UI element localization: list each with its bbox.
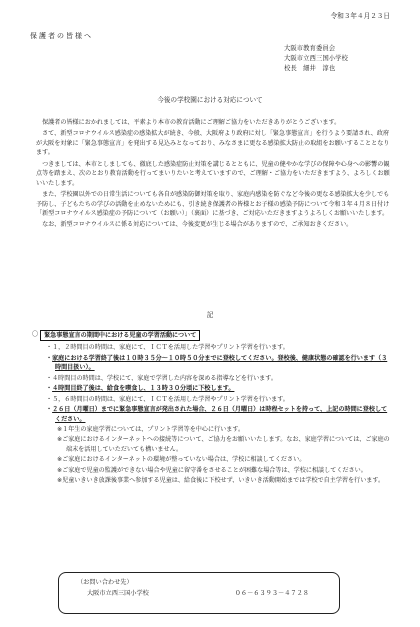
notes-list	[46, 425, 390, 486]
section-heading	[32, 330, 390, 343]
sender-block	[284, 44, 392, 74]
contact-school: 大阪市立西三国小学校	[87, 590, 149, 598]
paragraph: また、学校園以外での日常生活についても各自が感染防御対策を取り、家庭内感染を防ぐなど今後の更なる感染拡大を少しでも予防し、子どもたちの学びの活動を止めないためにも、引き続き保護者の皆様とお子様の感染予防について令和３年４月８日付け「新型コロナウイルス感染症の予防について（お願い）」（裏面）に基づき、ご対応いただきますようよろしくお願いいたします。	[36, 191, 390, 217]
ki-heading: 記	[206, 311, 214, 319]
note-item: ※ご家庭におけるインターネットへの接続等について、ご協力をお願いいたします。なお、家庭学習については、ご家庭の端末を活用していただいても構いません。	[57, 436, 390, 453]
sender-org-school: 大阪市立西三国小学校	[284, 53, 348, 62]
list-item: ・４時間目の時間は、学校にて、家庭で学習した内容を深める指導などを行います。	[46, 374, 277, 382]
list-item: ・４時間目終了後は、給食を喫食し、１３時３０分頃に下校します。	[46, 385, 235, 393]
document-date: 令和３年４月２３日	[330, 12, 390, 20]
section-title: 緊急事態宣言の期間中における児童の学習活動について	[40, 330, 200, 341]
note-item: ※ご家庭におけるインターネットの環境が整っていない場合は、学校に相談してください。	[57, 456, 306, 464]
learning-activity-section	[32, 330, 390, 487]
note-item: ※ご家庭で児童の監護ができない場合や児童に留守番をさせることが困難な場合等は、学校に相談してください。	[57, 466, 367, 474]
paragraph: つきましては、本市としましても、徹底した感染症防止対策を講じるとともに、児童の健やかな学びの保障や心身への影響の観点等を踏まえ、次のとおり教育活動を行ってまいりたいと考えていますので、ご理解・ご協力をいただきますよう、よろしくお願いいたします。	[36, 160, 390, 187]
list-item: ・１，２時間目の時間は、家庭にて、ＩＣＴを活用した学習やプリント学習を行います。	[46, 344, 289, 352]
contact-phone: ０６－６３９３－４７２８	[234, 590, 309, 598]
list-item: ・家庭における学習終了後は１０時３５分～１０時５０分までに登校してください。登校後、健康状態の確認を行います（３時間目扱い）。	[46, 354, 388, 372]
contact-label: （お問い合わせ先）	[77, 579, 133, 586]
contact-box	[58, 572, 340, 614]
document-title: 今後の学校園における対応について	[157, 96, 263, 104]
section-marker: 〇	[32, 331, 39, 338]
paragraph: さて、新型コロナウイルス感染症の感染拡大が続き、今般、大阪府より政府に対し「緊急事態宣言」を行うよう要請され、政府が大阪を対象に「緊急事態宣言」を発出する見込みとなっており、みなさまに更なる感染拡大防止の取組をお願いすることとなります。	[36, 130, 390, 157]
list-item: ・５，６時間目の時間は、家庭にて、ＩＣＴを活用した学習やプリント学習を行います。	[46, 395, 289, 403]
paragraph: なお、新型コロナウイルスに係る対応については、今後変更が生じる場合がありますので、ご承知おきください。	[42, 221, 353, 229]
sender-org-board: 大阪市教育委員会	[284, 44, 336, 52]
note-item: ※児童いきいき放課後事業へ参加する児童は、給食後に下校せず、いきいき活動開始までは学校で自主学習を行います。	[57, 477, 385, 485]
list-item: ・２６日（月曜日）までに緊急事態宣言が発出された場合、２６日（月曜日）は時程セットを持って、上記の時間に登校してください。	[46, 406, 388, 423]
schedule-list	[46, 343, 390, 424]
sender-principal: 校長 細井 淳也	[284, 63, 336, 72]
contact-row	[69, 590, 329, 598]
paragraph: 保護者の皆様におかれましては、平素より本市の教育活動にご理解ご協力をいただきありがとうございます。	[42, 119, 341, 126]
note-item: ※１年生の家庭学習については、プリント学習等を中心に行います。	[57, 425, 245, 433]
body-text	[36, 118, 390, 232]
recipient-line: 保護者の皆様へ	[30, 32, 93, 40]
